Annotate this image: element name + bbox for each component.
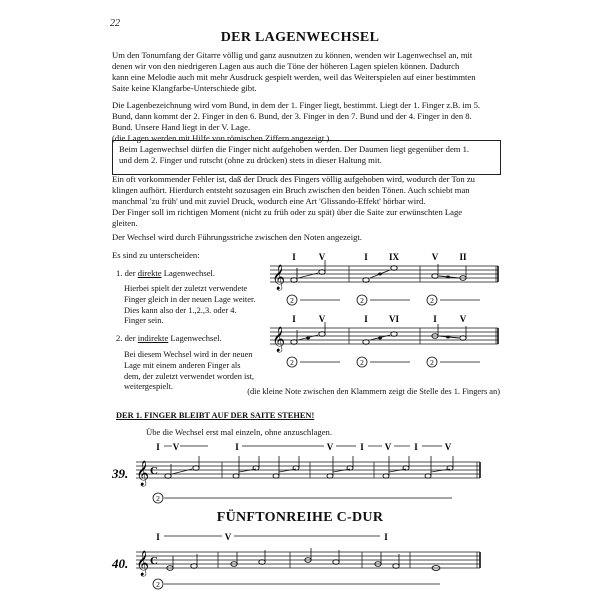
instruction-text: Übe die Wechsel erst mal einzeln, ohne anzuschlagen.	[146, 427, 332, 437]
staff-indirekte	[270, 312, 500, 374]
text-line: Ein oft vorkommender Fehler ist, daß der Druck des Fingers völlig aufgehoben wird, wodurch der Ton zu	[112, 174, 475, 184]
distinguish-text: Es sind zu unterscheiden:	[112, 250, 200, 260]
position-label: V	[431, 252, 439, 262]
position-label: I	[292, 252, 296, 262]
exercise-number: 39.	[112, 466, 129, 481]
intro-paragraph	[112, 50, 492, 94]
string-marker: 2	[360, 358, 364, 367]
text-line: Finger gleich in der neuen Lage weiter.	[124, 294, 256, 304]
staff-direkte	[270, 250, 500, 312]
position-paragraph	[112, 100, 492, 144]
text-line: Dies kann also der 1.,2.,3. oder 4.	[124, 305, 237, 315]
exercise-number: 40.	[112, 556, 129, 571]
position-label: V	[444, 442, 452, 452]
keyword-indirekte: indirekte	[137, 333, 169, 343]
text-line: und dem 2. Finger und rutscht (ohne zu drücken) stets in dieser Haltung mit.	[119, 155, 382, 165]
error-paragraph	[112, 174, 492, 229]
text-line: Lage mit einem anderen Finger als	[124, 360, 241, 370]
text-line: Saite keine Klangfarbe-Unterschiede gibt.	[112, 83, 257, 93]
position-label: I	[156, 532, 160, 542]
position-label: I	[433, 314, 437, 324]
string-marker: 2	[156, 580, 160, 589]
text-line: Bei diesem Wechsel wird in der neuen	[124, 350, 253, 359]
treble-clef-icon: 𝄞	[136, 460, 150, 485]
text-line: Um den Tonumfang der Gitarre völlig und ganz ausnutzen zu können, wenden wir Lagenwechsel an, mit	[112, 50, 473, 60]
string-marker: 2	[360, 296, 364, 305]
position-label: I	[292, 314, 296, 324]
item-indirekte-heading: 2. der indirekte Lagenwechsel.	[116, 333, 222, 343]
exercise-39-staff	[110, 440, 490, 512]
text-line: denen wir von den niedrigeren Lagen aus auch die Töne der höheren Lagen spielen können. Dadurch	[112, 61, 460, 71]
position-label: I	[384, 532, 388, 542]
text-line: dem, der zuletzt verwendet worden ist,	[124, 371, 254, 381]
text-line: Bund. Unsere Hand liegt in der V. Lage.	[112, 122, 251, 132]
text-line: Die Lagenbezeichnung wird vom Bund, in dem der 1. Finger liegt, bestimmt. Liegt der 1. Finger z.B. im 5.	[112, 100, 481, 110]
subheading-first-finger: DER 1. FINGER BLEIBT AUF DER SAITE STEHEN!	[116, 411, 315, 420]
text-line: weitergespielt.	[124, 382, 173, 392]
position-label: VI	[388, 314, 400, 324]
text-line: Bund, dann kommt der 2. Finger in den 6. Bund, der 3. Finger in den 7. Bund und der 4. Finger in den 8.	[112, 111, 472, 121]
string-marker: 2	[290, 296, 294, 305]
text-line: gleiten.	[112, 218, 138, 228]
position-label: I	[414, 442, 418, 452]
section-title-lagenwechsel: DER LAGENWECHSEL	[220, 30, 380, 45]
page-number: 22	[110, 18, 120, 29]
small-note-explanation: (die kleine Note zwischen den Klammern zeigt die Stelle des 1. Fingers an)	[247, 387, 500, 396]
text-line: klingen aufhört. Hierdurch entsteht sozusagen ein Bruch zwischen den beiden Tönen. Auch schiebt man	[112, 185, 470, 195]
position-label: II	[459, 252, 467, 262]
position-label: IX	[388, 252, 400, 262]
string-marker: 2	[290, 358, 294, 367]
text-line: Finger sein.	[124, 316, 164, 326]
position-label: V	[326, 442, 334, 452]
text-line: Beim Lagenwechsel dürfen die Finger nicht aufgehoben werden. Der Daumen liegt gegenüber dem 1.	[119, 144, 470, 154]
time-signature-c: C	[150, 465, 158, 477]
rule-box	[112, 140, 501, 175]
position-label: I	[364, 252, 368, 262]
string-marker: 2	[156, 494, 160, 503]
text-line: Der Finger soll im richtigen Moment (nicht zu früh oder zu spät) über die Saite zur erwünschten Lage	[112, 207, 463, 217]
treble-clef-icon: 𝄞	[136, 550, 150, 575]
keyword-direkte: direkte	[137, 268, 162, 278]
text-line: (die Lagen werden mit Hilfe von römischen Ziffern angezeigt.)	[112, 133, 330, 143]
position-label: I	[364, 314, 368, 324]
string-marker: 2	[430, 296, 434, 305]
section-title-fuenftonreihe: FÜNFTONREIHE C-DUR	[216, 510, 384, 525]
position-label: V	[318, 314, 326, 324]
position-label: V	[224, 532, 232, 542]
item-direkte-heading: 1. der direkte Lagenwechsel.	[116, 268, 216, 278]
position-label: I	[235, 442, 239, 452]
time-signature-c: C	[150, 555, 158, 567]
position-label: V	[318, 252, 326, 262]
string-marker: 2	[430, 358, 434, 367]
text-line: kann eine Melodie auch mit mehr Ausdruck gespielt werden, weil das Weiterspielen auf einer bestimmten	[112, 72, 476, 82]
text-line: manchmal 'zu früh' und mit zuviel Druck, wodurch eine Art 'Glissando-Effekt' hörbar wird.	[112, 196, 426, 206]
position-label: I	[156, 442, 160, 452]
treble-clef-icon: 𝄞	[272, 264, 286, 289]
position-label: I	[360, 442, 364, 452]
guide-line-text: Der Wechsel wird durch Führungsstriche zwischen den Noten angezeigt.	[112, 232, 362, 242]
treble-clef-icon: 𝄞	[272, 326, 286, 351]
item-direkte-desc	[124, 284, 284, 327]
position-label: V	[459, 314, 467, 324]
position-label: V	[384, 442, 392, 452]
exercise-40-staff	[110, 530, 490, 596]
position-label: V	[172, 442, 180, 452]
text-line: Hierbei spielt der zuletzt verwendete	[124, 284, 248, 293]
